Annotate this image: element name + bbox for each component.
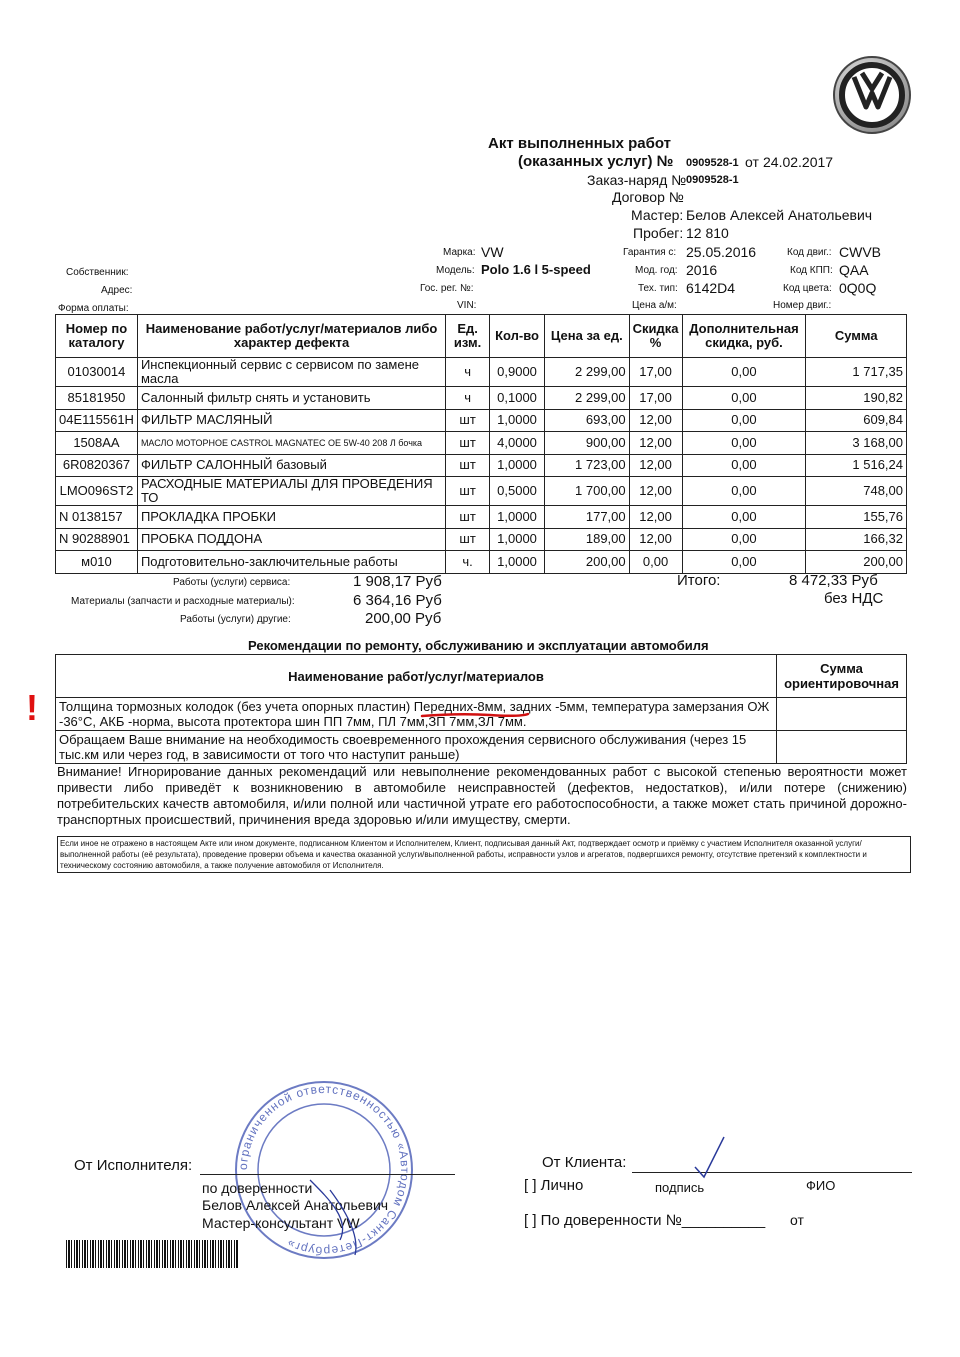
vin-label: VIN: [457,300,477,311]
cell-discount: 12,00 [629,432,682,455]
cell-qty: 4,0000 [490,432,545,455]
cell-extra-discount: 0,00 [682,409,806,432]
gearbox-value: QAA [839,262,869,278]
svg-text:ограниченной ответственностью: ограниченной ответственностью «Автодом Санкт-Петербург» [235,1081,413,1259]
cell-unit: шт [446,477,490,506]
cell-unit: шт [446,454,490,477]
cell-catalog: 1508AA [56,432,138,455]
cell-qty: 0,1000 [490,387,545,410]
works-table [55,314,907,574]
act-title-line2: (оказанных услуг) № [518,153,674,170]
cell-sum: 3 168,00 [806,432,907,455]
cell-price: 2 299,00 [544,358,629,387]
mileage-value: 12 810 [686,225,729,241]
table-row [56,528,907,551]
cell-price: 200,00 [544,551,629,574]
cell-discount: 12,00 [629,506,682,529]
cell-qty: 1,0000 [490,506,545,529]
model-label: Модель: [436,265,475,276]
cell-discount: 17,00 [629,387,682,410]
act-title: Акт выполненных работ [488,135,672,152]
cell-discount: 12,00 [629,409,682,432]
cell-discount: 12,00 [629,477,682,506]
cell-sum: 190,82 [806,387,907,410]
rec-row-brakes-sum [777,698,907,731]
cell-unit: шт [446,506,490,529]
cell-sum: 1 516,24 [806,454,907,477]
services-value: 1 908,17 Руб [353,573,442,590]
other-label: Работы (услуги) другие: [180,614,291,625]
cell-sum: 155,76 [806,506,907,529]
client-signature-line [632,1172,912,1173]
cell-qty: 1,0000 [490,409,545,432]
barcode [66,1240,238,1268]
cell-catalog: 04E115561H [56,409,138,432]
date-prefix: от [745,154,759,170]
col-unit: Ед. изм. [446,315,490,358]
table-row [56,506,907,529]
table-row [56,432,907,455]
total-value: 8 472,33 Руб [789,572,878,589]
cell-unit: шт [446,432,490,455]
materials-value: 6 364,16 Руб [353,592,442,609]
col-catalog: Номер по каталогу [56,315,138,358]
payment-label: Форма оплаты: [58,303,129,314]
cell-discount: 12,00 [629,454,682,477]
make-value: VW [481,244,504,260]
vw-logo [832,55,912,135]
alert-exclamation: ! [26,687,38,728]
rec-col-sum: Сумма ориентировочная [777,655,907,698]
table-row [56,358,907,387]
cell-price: 900,00 [544,432,629,455]
executor-name: Белов Алексей Анатольевич [202,1197,389,1213]
cell-sum: 609,84 [806,409,907,432]
legal-text: Если иное не отражено в настоящем Акте или ином документе, подписанном Клиентом и Исполнителем, Клиент, подписывая данный Акт, подтверждает осмотр и приёмку с участием Исполнителя оказанной услуги/выполненной работы (её результата), проведение проверки объема и качества оказанной услуги/выполненной работы, исправности узлов и агрегатов, подвергшихся ремонту, отсутствие претензий к комплектности и техническому состоянию автомобиля, а также получение автомобиля от Исполнителя. [57,836,911,873]
cell-extra-discount: 0,00 [682,358,806,387]
rec-col-name: Наименование работ/услуг/материалов [56,655,777,698]
master-label: Мастер: [631,207,684,223]
cell-qty: 0,9000 [490,358,545,387]
cell-extra-discount: 0,00 [682,454,806,477]
table-row [56,477,907,506]
cell-sum: 200,00 [806,551,907,574]
sign-label: подпись [655,1180,705,1195]
cell-name: ПРОКЛАДКА ПРОБКИ [137,506,445,529]
cell-unit: ч [446,358,490,387]
year-label: Мод. год: [635,265,678,276]
warranty-value: 25.05.2016 [686,244,757,260]
table-row [56,551,907,574]
year-value: 2016 [686,262,718,278]
cell-name: Салонный фильтр снять и установить [137,387,445,410]
table-row [56,454,907,477]
cell-price: 2 299,00 [544,387,629,410]
price-label: Цена а/м: [632,300,677,311]
cell-sum: 748,00 [806,477,907,506]
fio-label: ФИО [806,1178,836,1193]
materials-label: Материалы (запчасти и расходные материалы): [71,596,295,607]
order-number: 0909528-1 [686,174,739,186]
cell-discount: 0,00 [629,551,682,574]
works-header-row [56,315,907,358]
gearbox-label: Код КПП: [790,265,833,276]
cell-sum: 1 717,35 [806,358,907,387]
cell-unit: ч [446,387,490,410]
by-proxy: по доверенности [202,1180,313,1196]
cell-extra-discount: 0,00 [682,477,806,506]
cell-catalog: N 90288901 [56,528,138,551]
personal-checkbox[interactable]: [ ] Лично [524,1177,584,1194]
rec-row-service-sum [777,731,907,764]
cell-catalog: LMO096ST2 [56,477,138,506]
master-value: Белов Алексей Анатольевич [686,207,873,223]
executor-label: От Исполнителя: [74,1157,193,1174]
red-underline-mark [420,710,530,720]
executor-role: Мастер-консультант VW [202,1215,360,1231]
cell-unit: шт [446,528,490,551]
cell-price: 189,00 [544,528,629,551]
recommendations-header-row [56,655,907,698]
col-qty: Кол-во [490,315,545,358]
make-label: Марка: [443,247,476,258]
total-label: Итого: [677,572,721,589]
act-number: 0909528-1 [686,157,739,169]
vat-note: без НДС [824,590,884,607]
type-value: 6142D4 [686,280,736,296]
cell-price: 1 700,00 [544,477,629,506]
cell-catalog: N 0138157 [56,506,138,529]
color-label: Код цвета: [783,283,832,294]
cell-catalog: м010 [56,551,138,574]
warranty-label: Гарантия с: [623,247,677,258]
cell-price: 177,00 [544,506,629,529]
engine-label: Код двиг.: [787,247,832,258]
color-value: 0Q0Q [839,280,877,296]
services-label: Работы (услуги) сервиса: [173,577,291,588]
cell-extra-discount: 0,00 [682,551,806,574]
cell-extra-discount: 0,00 [682,528,806,551]
cell-unit: шт [446,409,490,432]
address-label: Адрес: [101,285,133,296]
col-sum: Сумма [806,315,907,358]
col-discount: Скидка % [629,315,682,358]
cell-price: 693,00 [544,409,629,432]
cell-name: Подготовительно-заключительные работы [137,551,445,574]
mileage-label: Пробег: [633,225,684,241]
client-label: От Клиента: [542,1154,627,1171]
engine-no-label: Номер двиг.: [773,300,832,311]
cell-discount: 17,00 [629,358,682,387]
col-price: Цена за ед. [544,315,629,358]
cell-extra-discount: 0,00 [682,432,806,455]
cell-catalog: 85181950 [56,387,138,410]
warning-text: Внимание! Игнорирование данных рекомендаций или невыполнение рекомендованных работ с высокой степенью вероятности может привести либо приведёт к возникновению в автомобиле неисправностей (дефектов, недостатков), и/или потере (снижению) потребительских качеств автомобиля, и/или полной или частичной утрате его работоспособности, а также может стать причиной дорожно-транспортных происшествий, причинения вреда здоровью и/или имуществу, смерти. [57,764,907,827]
col-extra-discount: Дополнительная скидка, руб. [682,315,806,358]
cell-price: 1 723,00 [544,454,629,477]
contract-label: Договор № [612,189,684,205]
rec-row-brakes: Толщина тормозных колодок (без учета опорных пластин) Передних-8мм, задних -5мм, температура замерзания ОЖ -36°С, АКБ -норма, высота протектора шин ПП 7мм, ПЛ 7мм,ЗП 7мм,ЗЛ 7мм. [56,698,777,731]
cell-name: ПРОБКА ПОДДОНА [137,528,445,551]
reg-label: Гос. рег. №: [420,283,474,294]
executor-signature [300,1160,390,1260]
order-label: Заказ-наряд № [587,172,687,188]
cell-qty: 1,0000 [490,528,545,551]
recommendations-table [55,654,907,764]
cell-name: МАСЛО МОТОРНОЕ CASTROL MAGNATEC OE 5W-40 208 Л бочка [137,432,445,455]
client-signature [690,1132,730,1182]
cell-unit: ч. [446,551,490,574]
table-row [56,409,907,432]
cell-catalog: 01030014 [56,358,138,387]
cell-extra-discount: 0,00 [682,506,806,529]
recommendations-title: Рекомендации по ремонту, обслуживанию и эксплуатации автомобиля [248,638,709,653]
other-value: 200,00 Руб [365,610,442,627]
cell-discount: 12,00 [629,528,682,551]
cell-qty: 1,0000 [490,551,545,574]
proxy-from: от [790,1212,804,1228]
rec-row-service: Обращаем Ваше внимание на необходимость своевременного прохождения сервисного обслуживания (через 15 тыс.км или через год, в зависимости от того что наступит раньше) [56,731,777,764]
col-name: Наименование работ/услуг/материалов либо характер дефекта [137,315,445,358]
act-date: 24.02.2017 [763,154,834,170]
engine-value: CWVB [839,244,881,260]
cell-catalog: 6R0820367 [56,454,138,477]
table-row [56,387,907,410]
table-row [56,731,907,764]
cell-name: Инспекционный сервис с сервисом по замене масла [137,358,445,387]
type-label: Тех. тип: [638,283,678,294]
model-value: Polo 1.6 l 5-speed [481,262,591,277]
proxy-checkbox[interactable]: [ ] По доверенности №__________ [524,1212,766,1229]
cell-name: ФИЛЬТР САЛОННЫЙ базовый [137,454,445,477]
cell-name: РАСХОДНЫЕ МАТЕРИАЛЫ ДЛЯ ПРОВЕДЕНИЯ ТО [137,477,445,506]
cell-extra-discount: 0,00 [682,387,806,410]
cell-qty: 0,5000 [490,477,545,506]
owner-label: Собственник: [66,267,129,278]
cell-name: ФИЛЬТР МАСЛЯНЫЙ [137,409,445,432]
cell-qty: 1,0000 [490,454,545,477]
cell-sum: 166,32 [806,528,907,551]
